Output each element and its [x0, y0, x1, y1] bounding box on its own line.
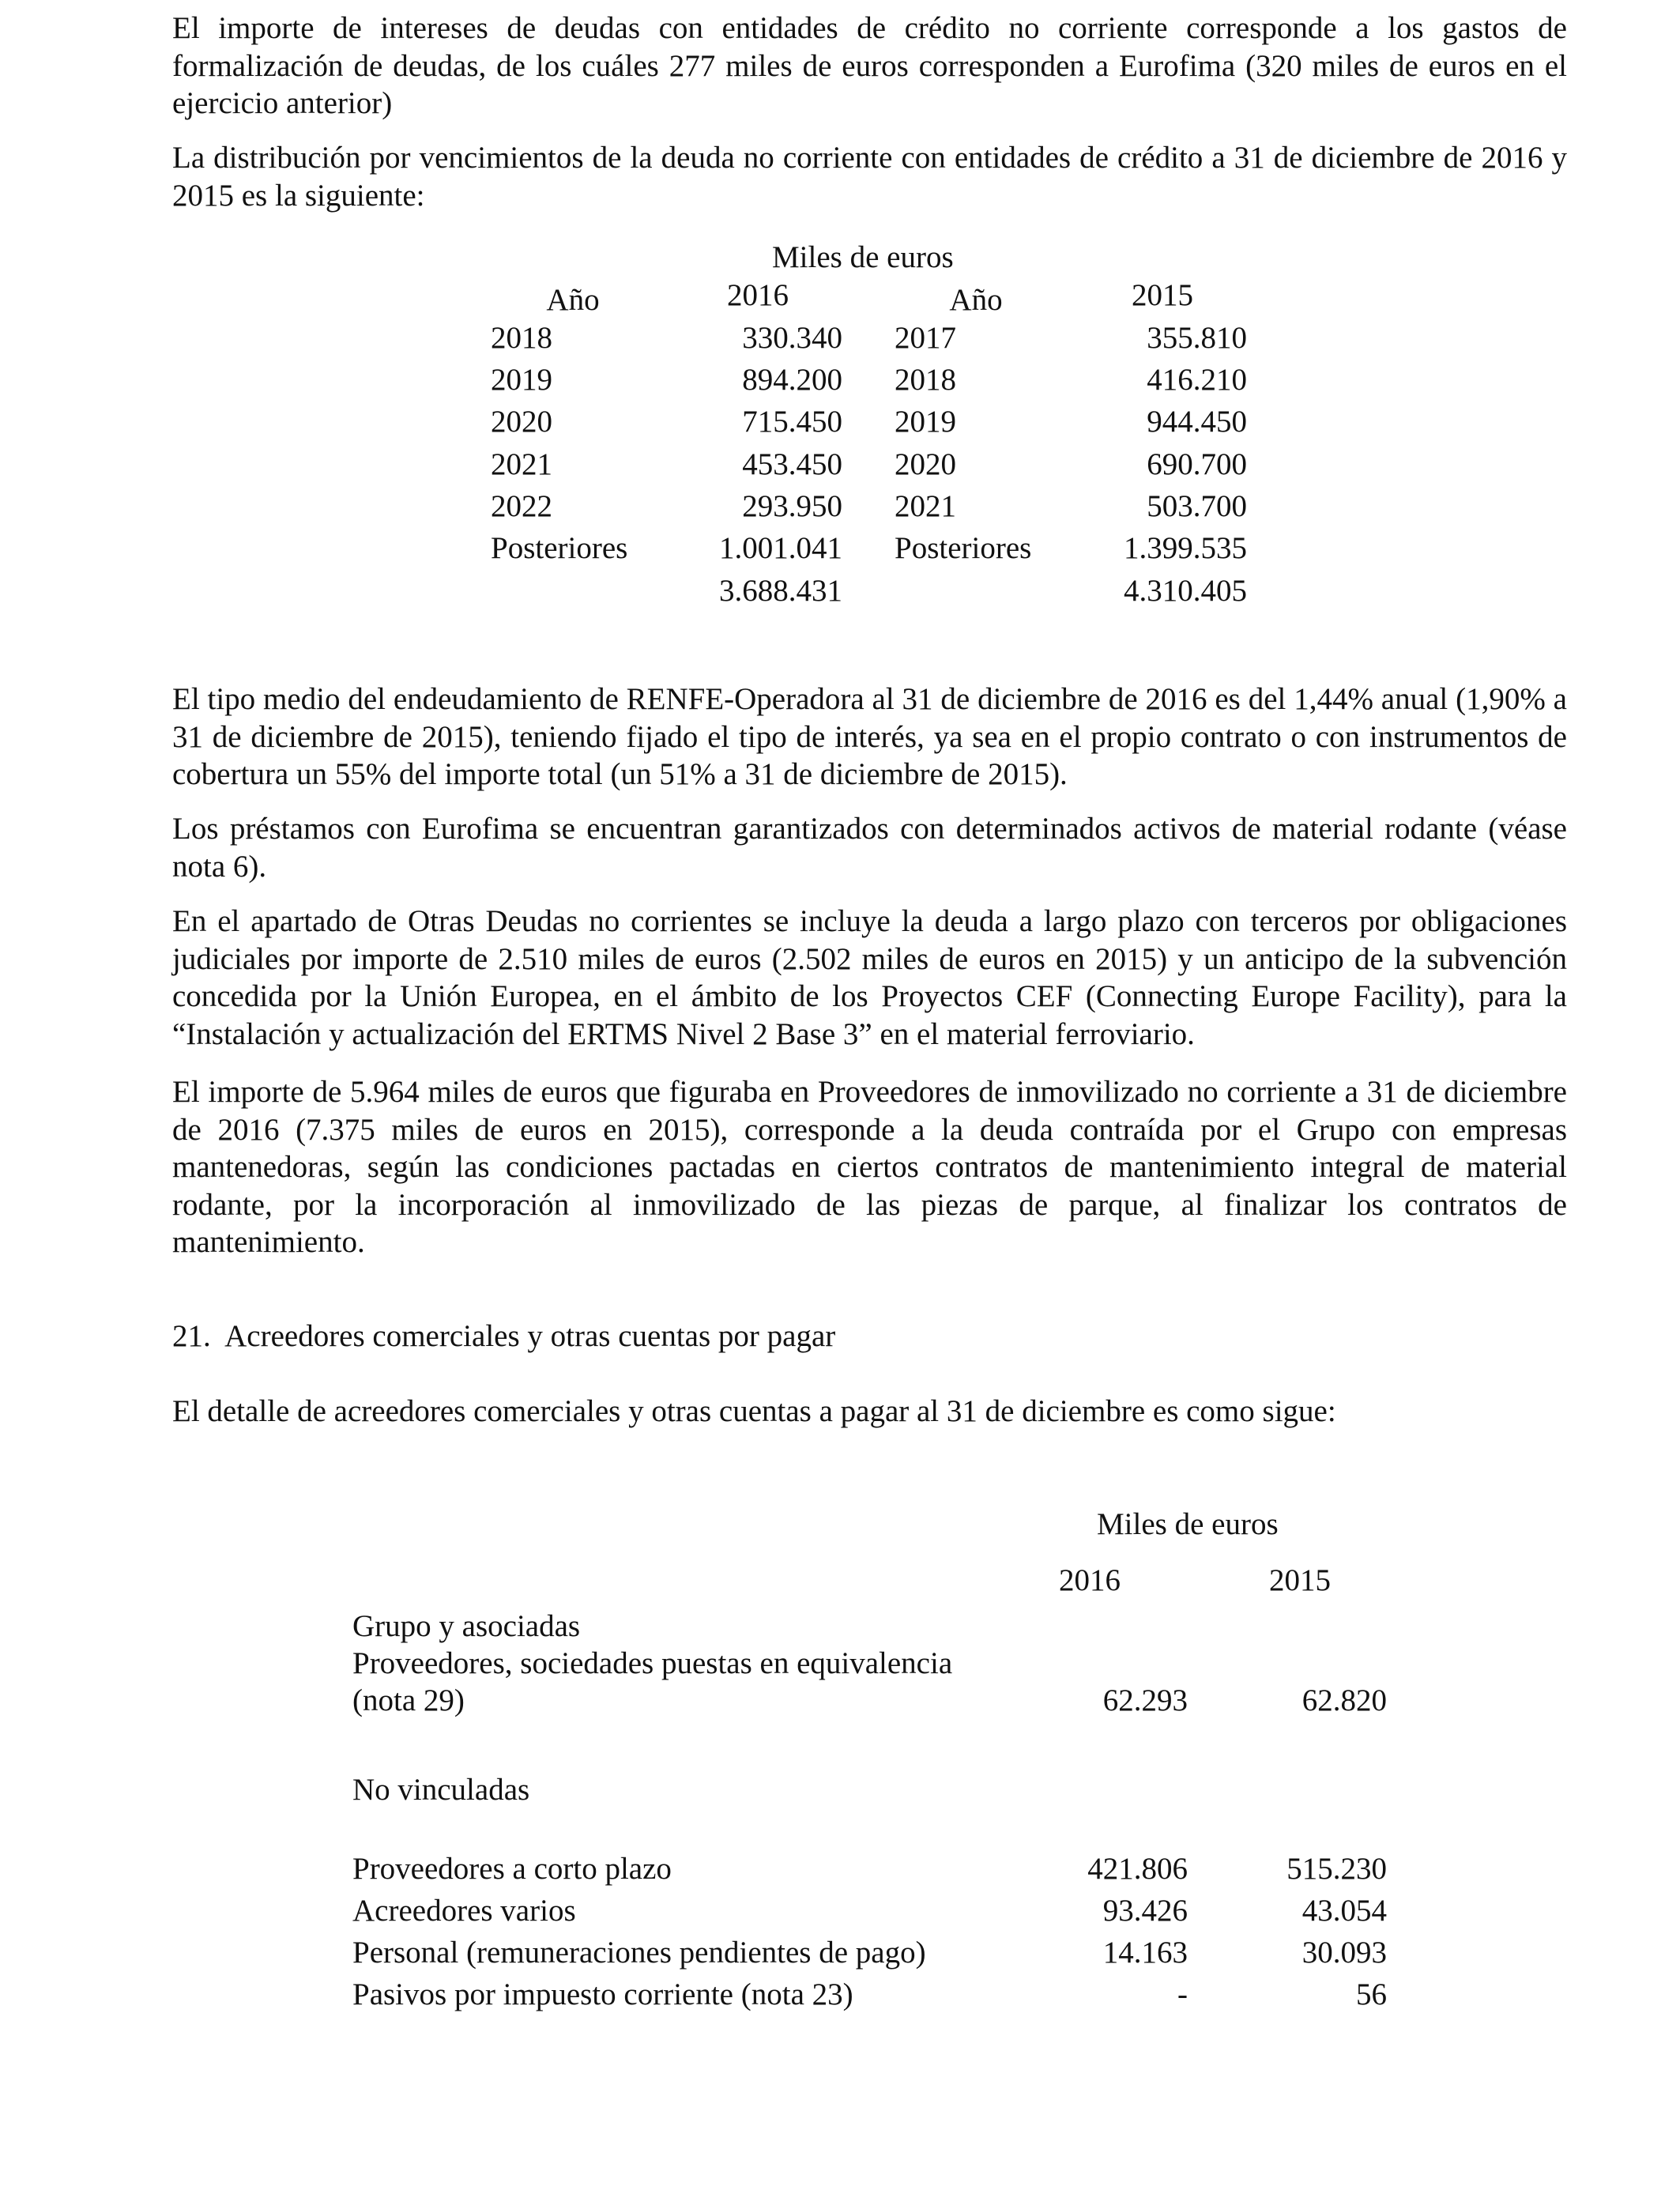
- paragraph-average-rate: El tipo medio del endeudamiento de RENFE-Operadora al 31 de diciembre de 2016 es del 1,44% anual (1,90% a 31 de diciembre de 2015), teniendo fijado el tipo de interés, ya sea en el propio contrato o con instrumentos de cobertura un 55% del importe total (un 51% a 31 de diciembre de 2015).: [172, 682, 1567, 791]
- maturity-total-2015: 4.310.405: [1124, 574, 1247, 608]
- maturity-amount-2016: 330.340: [742, 321, 842, 355]
- maturity-year-2015: Posteriores: [895, 531, 1032, 565]
- creditors-group-label-line2: (nota 29): [352, 1683, 465, 1717]
- maturity-amount-2016: 1.001.041: [719, 531, 842, 565]
- maturity-amount-2016: 453.450: [742, 447, 842, 481]
- creditors-row-label: Pasivos por impuesto corriente (nota 23): [352, 1977, 853, 2011]
- creditors-unlinked-heading: No vinculadas: [352, 1773, 530, 1807]
- maturity-year-2015: 2018: [895, 363, 956, 397]
- maturity-table-unit: Miles de euros: [772, 240, 954, 274]
- creditors-row-value-2015: 30.093: [1301, 1936, 1387, 1970]
- creditors-group-label-line1: Proveedores, sociedades puestas en equivalencia: [352, 1646, 953, 1680]
- creditors-row-value-2015: 43.054: [1301, 1894, 1387, 1928]
- paragraph-eurofima-guarantee: Los préstamos con Eurofima se encuentran garantizados con determinados activos de material rodante (véase nota 6).: [172, 812, 1567, 884]
- maturity-amount-2015: 1.399.535: [1124, 531, 1247, 565]
- creditors-row-value-2016: 421.806: [1087, 1852, 1188, 1886]
- paragraph-other-debts: En el apartado de Otras Deudas no corrientes se incluye la deuda a largo plazo con terceros por obligaciones judiciales por importe de 2.510 miles de euros (2.502 miles de euros en 2015) y un anticipo de la subvención concedida por la Unión Europea, en el ámbito de los Proyectos CEF (Connecting Europe Facility), para la “Instalación y actualización del ERTMS Nivel 2 Base 3” en el material ferroviario.: [172, 904, 1567, 1051]
- creditors-row-value-2016: 93.426: [1102, 1894, 1188, 1928]
- maturity-amount-2015: 944.450: [1147, 405, 1247, 439]
- maturity-col-2015: 2015: [1132, 278, 1193, 312]
- maturity-year-2015: 2020: [895, 447, 956, 481]
- creditors-row-label: Acreedores varios: [352, 1894, 576, 1928]
- creditors-col-2016: 2016: [1059, 1563, 1121, 1597]
- creditors-row-label: Proveedores a corto plazo: [352, 1852, 672, 1886]
- section-number: 21.: [172, 1319, 211, 1353]
- paragraph-creditors-intro: El detalle de acreedores comerciales y otras cuentas a pagar al 31 de diciembre es como sigue:: [172, 1394, 1336, 1428]
- paragraph-fixed-asset-suppliers: El importe de 5.964 miles de euros que figuraba en Proveedores de inmovilizado no corriente a 31 de diciembre de 2016 (7.375 miles de euros en 2015), corresponde a la deuda contraída por el Grupo con empresas mantenedoras, según las condiciones pactadas en ciertos contratos de mantenimiento integral de material rodante, por la incorporación al inmovilizado de las piezas de parque, al finalizar los contratos de mantenimiento.: [172, 1075, 1567, 1259]
- maturity-year-2016: 2020: [491, 405, 552, 439]
- maturity-year-2016: 2019: [491, 363, 552, 397]
- maturity-col-year-2016: Año: [546, 283, 600, 317]
- maturity-year-2015: 2019: [895, 405, 956, 439]
- maturity-total-2016: 3.688.431: [719, 574, 842, 608]
- maturity-year-2015: 2021: [895, 489, 956, 523]
- maturity-amount-2015: 503.700: [1147, 489, 1247, 523]
- creditors-row-value-2015: 56: [1356, 1977, 1387, 2011]
- creditors-col-2015: 2015: [1269, 1563, 1331, 1597]
- maturity-col-2016: 2016: [727, 278, 789, 312]
- maturity-amount-2016: 293.950: [742, 489, 842, 523]
- paragraph-maturity-intro: La distribución por vencimientos de la deuda no corriente con entidades de crédito a 31 de diciembre de 2016 y 2015 es la siguiente:: [172, 141, 1567, 213]
- creditors-row-label: Personal (remuneraciones pendientes de pago): [352, 1936, 926, 1970]
- paragraph-interest-expenses: El importe de intereses de deudas con entidades de crédito no corriente corresponde a los gastos de formalización de deudas, de los cuáles 277 miles de euros corresponden a Eurofima (320 miles de euros en el ejercicio anterior): [172, 11, 1567, 120]
- section-title: Acreedores comerciales y otras cuentas por pagar: [224, 1319, 836, 1353]
- creditors-row-value-2016: -: [1177, 1977, 1188, 2011]
- maturity-amount-2016: 894.200: [742, 363, 842, 397]
- maturity-year-2016: 2021: [491, 447, 552, 481]
- section-heading: [172, 1318, 835, 1355]
- maturity-amount-2015: 416.210: [1147, 363, 1247, 397]
- maturity-year-2016: Posteriores: [491, 531, 628, 565]
- maturity-col-year-2015: Año: [949, 283, 1003, 317]
- creditors-row-value-2015: 515.230: [1286, 1852, 1387, 1886]
- creditors-group-value-2016: 62.293: [1102, 1683, 1188, 1717]
- maturity-year-2016: 2018: [491, 321, 552, 355]
- creditors-row-value-2016: 14.163: [1102, 1936, 1188, 1970]
- maturity-year-2015: 2017: [895, 321, 956, 355]
- creditors-group-value-2015: 62.820: [1301, 1683, 1387, 1717]
- creditors-group-heading: Grupo y asociadas: [352, 1609, 581, 1643]
- maturity-amount-2015: 355.810: [1147, 321, 1247, 355]
- creditors-table-unit: Miles de euros: [1097, 1507, 1279, 1541]
- maturity-year-2016: 2022: [491, 489, 552, 523]
- maturity-amount-2015: 690.700: [1147, 447, 1247, 481]
- maturity-amount-2016: 715.450: [742, 405, 842, 439]
